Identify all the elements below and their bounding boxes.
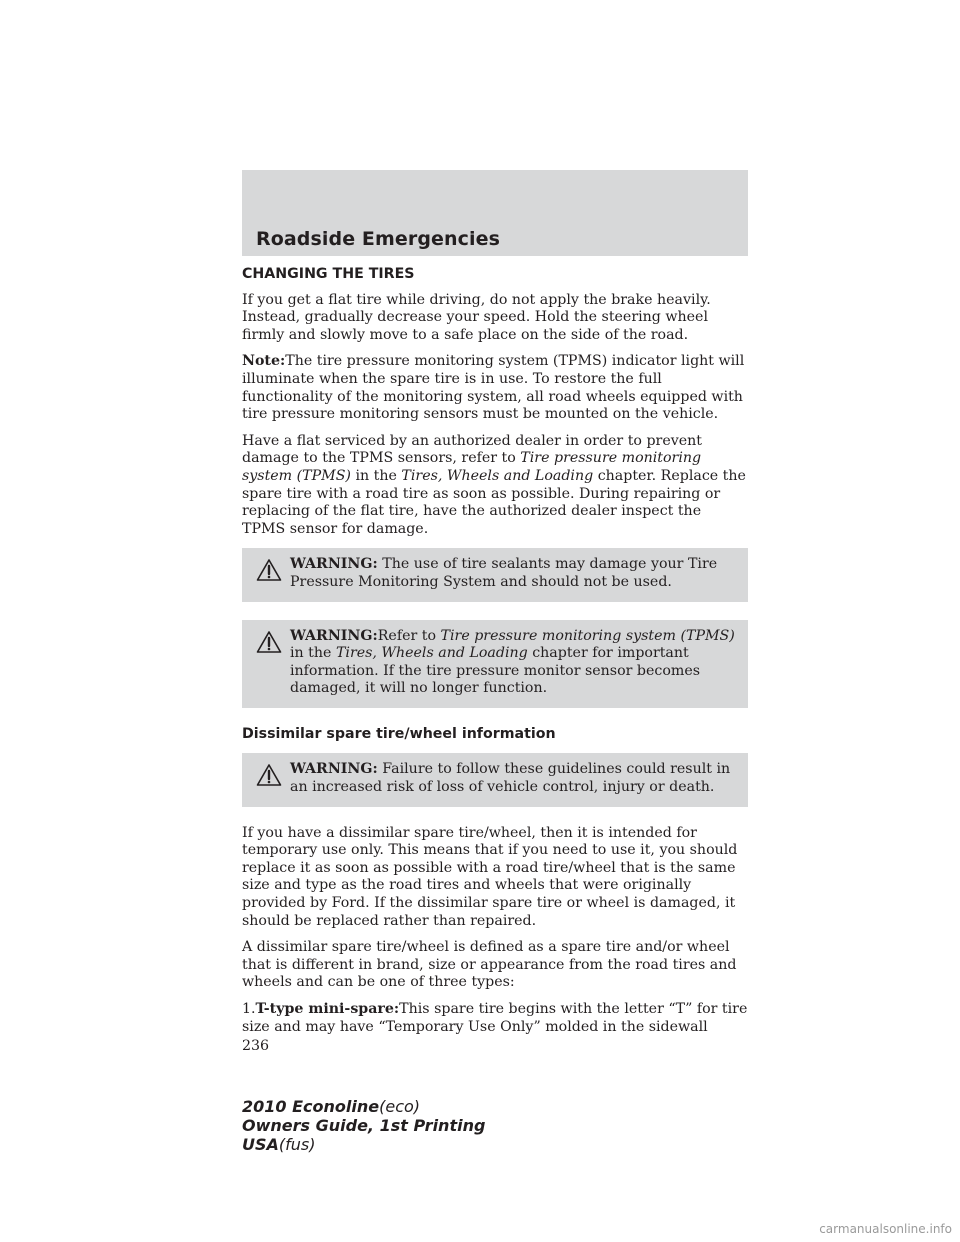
footer-region: USA: [242, 1135, 279, 1154]
paragraph-dissimilar-definition: A dissimilar spare tire/wheel is defined as a spare tire and/or wheel that is different in brand, size or appearance from the road tires and wheels and can be one of three types:: [242, 939, 737, 991]
heading-dissimilar-spare: Dissimilar spare tire/wheel information: [242, 725, 556, 742]
paragraph-dissimilar-use: If you have a dissimilar spare tire/wheel, then it is intended for temporary use only. This means that if you need to use it, you should replace it as soon as possible with a road tire/wheel that is the same size and type as the road tires and wheels that were originally provided by Ford. If the dissimilar spare tire or wheel is damaged, it should be replaced rather than repaired.: [242, 824, 738, 929]
page-number: 236: [242, 1038, 270, 1055]
reference-tpms: Tire pressure monitoring system (TPMS): [242, 450, 702, 484]
warning-text: Failure to follow these guidelines could result in an increased risk of loss of vehicle control, injury or death.: [290, 761, 731, 796]
footer-model: 2010 Econoline: [242, 1097, 380, 1116]
warning-box: [242, 753, 748, 806]
watermark: carmanualsonline.info: [819, 1222, 952, 1236]
warning-label: WARNING:: [290, 761, 378, 778]
warning-label: WARNING:: [290, 627, 378, 644]
reference-chapter: Tires, Wheels and Loading: [335, 645, 528, 662]
footer-guide: Owners Guide, 1st Printing: [242, 1116, 486, 1135]
footer-line-model: [242, 1097, 485, 1116]
paragraph-note: [242, 353, 748, 423]
paragraph-flat-tire: If you get a flat tire while driving, do not apply the brake heavily. Instead, gradually decrease your speed. Hold the steering wheel firmly and slowly move to a safe place on the side of the road.: [242, 291, 711, 343]
footer-line-region: [242, 1135, 485, 1154]
paragraph-service: [242, 433, 748, 539]
section-title: Roadside Emergencies: [256, 228, 501, 250]
service-text: Have a flat serviced by an authorized dealer in order to prevent damage to the TPMS sensors, refer to: [242, 432, 702, 467]
footer-line-guide: [242, 1116, 485, 1135]
section-header-bar: [242, 170, 748, 256]
reference-tpms: Tire pressure monitoring system (TPMS): [440, 627, 735, 644]
list-item-t-type: [242, 1001, 748, 1036]
reference-chapter: Tires, Wheels and Loading: [401, 467, 594, 484]
warning-text-2: in the: [290, 645, 336, 662]
warning-text: Refer to: [377, 627, 441, 644]
service-text-2: in the: [350, 467, 402, 484]
footer-region-code: (fus): [278, 1135, 316, 1154]
warning-triangle-icon: [256, 763, 282, 787]
warning-box: [242, 620, 748, 708]
list-item-label: T-type mini-spare:: [255, 1001, 400, 1017]
list-item-text: This spare tire begins with the letter “T” for tire size and may have “Temporary Use Only” molded in the sidewall: [242, 1001, 748, 1035]
note-label: Note:: [242, 353, 286, 370]
warning-box: [242, 548, 748, 601]
service-text-3: chapter. Replace the spare tire with a road tire as soon as possible. During repairing or replacing of the flat tire, have the authorized dealer inspect the TPMS sensor for damage.: [242, 467, 746, 537]
warning-text-3: chapter for important information. If the tire pressure monitor sensor becomes damaged, it will no longer function.: [290, 645, 701, 697]
warning-triangle-icon: [256, 558, 282, 582]
warning-triangle-icon: [256, 630, 282, 654]
document-footer: [242, 1097, 485, 1154]
list-number: 1.: [242, 1001, 256, 1017]
note-text: The tire pressure monitoring system (TPMS) indicator light will illuminate when the spare tire is in use. To restore the full functionality of the monitoring system, all road wheels equipped with tire pressure monitoring sensors must be mounted on the vehicle.: [242, 353, 745, 423]
warning-first-lines: [252, 628, 738, 698]
warning-text: The use of tire sealants may damage your Tire Pressure Monitoring System and should not be used.: [290, 556, 718, 590]
warning-label: WARNING:: [290, 556, 378, 573]
page-content: [242, 266, 748, 1056]
heading-changing-tires: CHANGING THE TIRES: [242, 266, 415, 282]
footer-model-code: (eco): [379, 1097, 421, 1116]
